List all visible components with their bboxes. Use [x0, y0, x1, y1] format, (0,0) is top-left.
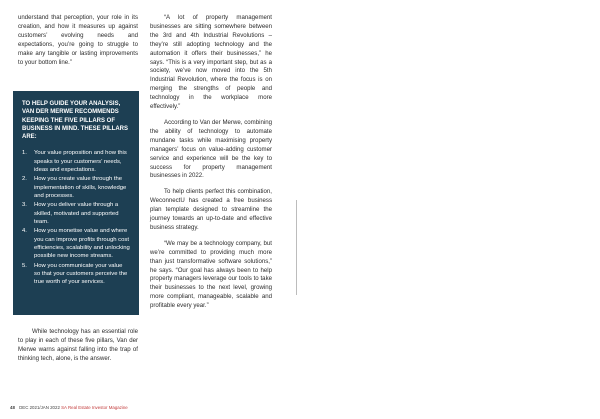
closing-paragraph: While technology has an essential role to play in each of these five pillars, Van der Merwe warns against falling into the trap of thinking tech, alone, is the answer. [18, 328, 138, 362]
column-1 [18, 14, 138, 74]
intro-paragraph: understand that perception, your role in its creation, and how it measures up against customers’ evolving needs and expectations, you’re going to struggle to make any tangible or lasting improvements to your bottom line.” [18, 14, 138, 66]
pillar-text: Your value proposition and how this speaks to your customers’ needs, ideas and expectations. [34, 150, 127, 173]
issue-date: DEC 2021/JAN 2022 [19, 405, 60, 410]
pillars-box [13, 91, 139, 315]
page-footer [10, 405, 128, 411]
pillar-text: How you communicate your value so that your customers perceive the true worth of your services. [34, 262, 128, 286]
column-2 [150, 14, 272, 318]
body-paragraph: “A lot of property management businesses are sitting somewhere between the 3rd and 4th Industrial Revolutions – they’re still adopting technology and the automation it offers their businesses,” he says. “This is a very important step, but as a society, we’ve now moved into the 5th Industrial Revolution, where the focus is on merging the strengths of people and technology in the workplace more effectively.” [150, 14, 272, 111]
pillars-list [22, 149, 130, 286]
body-paragraph: According to Van der Merwe, combining the ability of technology to automate mundane tasks while maximising property managers’ focus on value-adding customer service and experience will be the key to success for property management businesses in 2022. [150, 118, 272, 180]
pillar-item [22, 262, 130, 287]
pillar-number: 1. [22, 150, 27, 157]
pillar-item [22, 227, 130, 260]
pillar-number: 3. [22, 202, 27, 209]
pillars-box-title: TO HELP GUIDE YOUR ANALYSIS, VAN DER MERWE RECOMMENDS KEEPING THE FIVE PILLARS OF BUSINESS IN MIND. THESE PILLARS ARE: [22, 101, 129, 141]
pillar-text: How you deliver value through a skilled, motivated and supported team. [34, 202, 119, 225]
pillar-item [22, 149, 130, 174]
pillar-item [22, 175, 130, 200]
pillar-item [22, 201, 130, 226]
column-1-closing [18, 328, 138, 364]
magazine-name: SA Real Estate Investor Magazine [61, 405, 128, 410]
pillar-number: 2. [22, 176, 27, 183]
pillar-number: 5. [22, 262, 27, 269]
pillar-text: How you monetise value and where you can improve profits through cost efficiencies, scalability and unlocking possible new income streams. [34, 228, 130, 260]
pillar-text: How you create value through the implementation of skills, knowledge and processes. [34, 176, 127, 199]
body-paragraph: To help clients perfect this combination, WeconnectU has created a free business plan template designed to streamline the journey towards an up-to-date and effective business strategy. [150, 188, 272, 231]
column-divider [296, 200, 297, 295]
body-paragraph: “We may be a technology company, but we’re committed to providing much more than just transformative software solutions,” he says. “Our goal has always been to help property managers leverage our tools to take their businesses to the next level, growing more compliant, manageable, scalable and profitable every year.” [150, 239, 272, 310]
pillar-number: 4. [22, 228, 27, 235]
page-number: 48 [10, 405, 15, 410]
